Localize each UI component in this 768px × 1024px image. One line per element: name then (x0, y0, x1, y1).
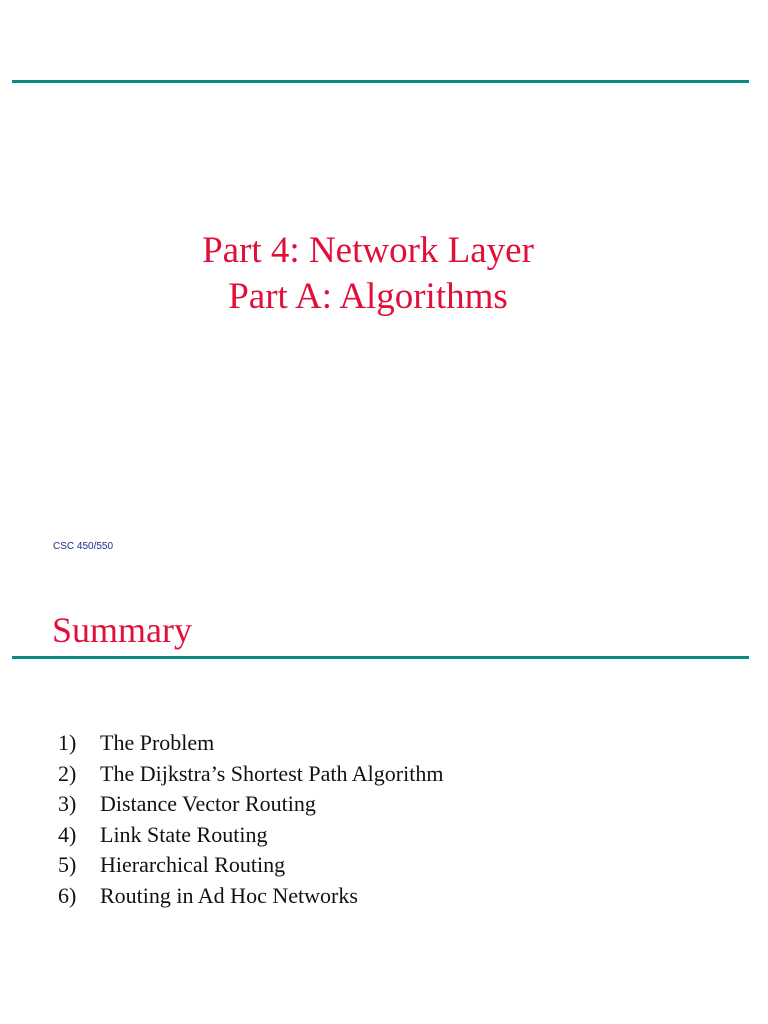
summary-divider (12, 656, 749, 659)
list-item-text: Link State Routing (100, 821, 268, 847)
list-item (58, 728, 443, 759)
list-item (58, 820, 443, 851)
list-item-number: 2) (58, 760, 77, 786)
summary-list (58, 728, 443, 912)
list-item-number: 5) (58, 852, 77, 878)
list-item-number: 4) (58, 821, 77, 847)
list-item (58, 759, 443, 790)
slide-title (0, 228, 736, 320)
list-item-number: 1) (58, 730, 77, 755)
list-item (58, 881, 443, 912)
list-item (58, 789, 443, 820)
list-item-text: Hierarchical Routing (100, 852, 286, 878)
list-item (58, 850, 443, 881)
list-item-text: The Dijkstra’s Shortest Path Algorithm (100, 760, 444, 786)
top-divider (12, 80, 749, 83)
title-line-2: Part A: Algorithms (228, 276, 508, 317)
list-item-text: Routing in Ad Hoc Networks (100, 882, 358, 908)
list-item-number: 3) (58, 791, 77, 817)
summary-heading: Summary (52, 610, 192, 650)
list-item-text: Distance Vector Routing (100, 791, 316, 817)
course-code: CSC 450/550 (53, 541, 114, 552)
list-item-number: 6) (58, 882, 77, 908)
list-item-text: The Problem (100, 730, 215, 755)
title-line-1: Part 4: Network Layer (202, 230, 534, 271)
